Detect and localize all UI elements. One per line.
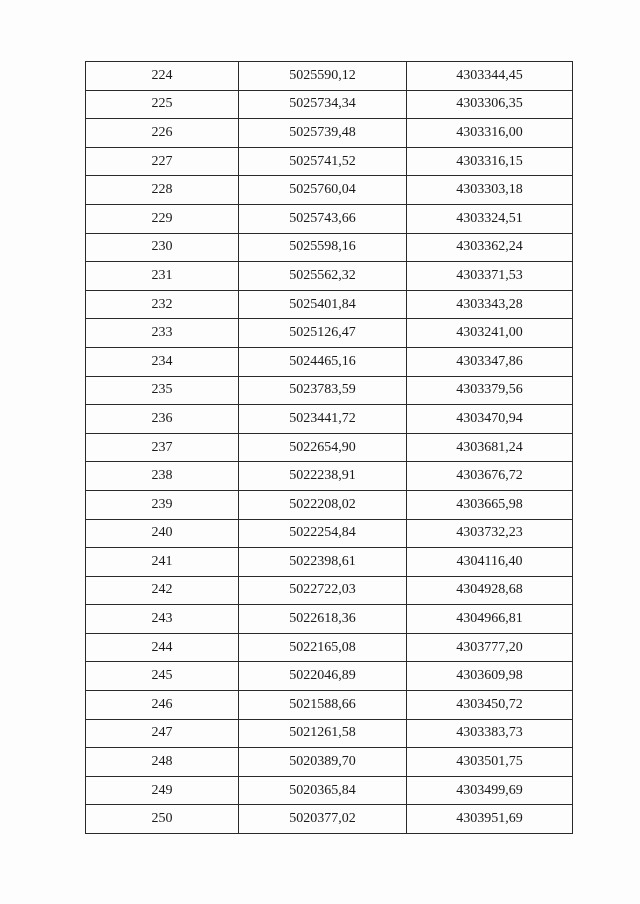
table-row <box>86 548 573 577</box>
point-number-cell: 231 <box>86 262 239 291</box>
table-row <box>86 805 573 834</box>
table-row <box>86 262 573 291</box>
x-coordinate-cell: 5025598,16 <box>239 233 407 262</box>
x-coordinate-cell: 5025743,66 <box>239 204 407 233</box>
y-coordinate-cell: 4303681,24 <box>407 433 573 462</box>
table-row <box>86 662 573 691</box>
point-number-cell: 233 <box>86 319 239 348</box>
x-coordinate-cell: 5025734,34 <box>239 90 407 119</box>
y-coordinate-cell: 4303383,73 <box>407 719 573 748</box>
x-coordinate-cell: 5025760,04 <box>239 176 407 205</box>
table-row <box>86 147 573 176</box>
y-coordinate-cell: 4303324,51 <box>407 204 573 233</box>
table-row <box>86 376 573 405</box>
table-row <box>86 62 573 91</box>
x-coordinate-cell: 5025741,52 <box>239 147 407 176</box>
table-row <box>86 576 573 605</box>
table-row <box>86 433 573 462</box>
table-row <box>86 119 573 148</box>
table-row <box>86 519 573 548</box>
x-coordinate-cell: 5022046,89 <box>239 662 407 691</box>
table-row <box>86 319 573 348</box>
point-number-cell: 228 <box>86 176 239 205</box>
table-row <box>86 633 573 662</box>
table-row <box>86 490 573 519</box>
point-number-cell: 246 <box>86 691 239 720</box>
y-coordinate-cell: 4303344,45 <box>407 62 573 91</box>
y-coordinate-cell: 4303470,94 <box>407 405 573 434</box>
y-coordinate-cell: 4304966,81 <box>407 605 573 634</box>
table-row <box>86 347 573 376</box>
y-coordinate-cell: 4303450,72 <box>407 691 573 720</box>
y-coordinate-cell: 4303665,98 <box>407 490 573 519</box>
x-coordinate-cell: 5022654,90 <box>239 433 407 462</box>
table-row <box>86 176 573 205</box>
point-number-cell: 247 <box>86 719 239 748</box>
point-number-cell: 249 <box>86 776 239 805</box>
point-number-cell: 238 <box>86 462 239 491</box>
point-number-cell: 244 <box>86 633 239 662</box>
x-coordinate-cell: 5025562,32 <box>239 262 407 291</box>
x-coordinate-cell: 5022722,03 <box>239 576 407 605</box>
point-number-cell: 224 <box>86 62 239 91</box>
y-coordinate-cell: 4303343,28 <box>407 290 573 319</box>
y-coordinate-cell: 4303609,98 <box>407 662 573 691</box>
point-number-cell: 242 <box>86 576 239 605</box>
x-coordinate-cell: 5020377,02 <box>239 805 407 834</box>
point-number-cell: 229 <box>86 204 239 233</box>
point-number-cell: 232 <box>86 290 239 319</box>
y-coordinate-cell: 4303306,35 <box>407 90 573 119</box>
table-row <box>86 204 573 233</box>
y-coordinate-cell: 4303777,20 <box>407 633 573 662</box>
x-coordinate-cell: 5022254,84 <box>239 519 407 548</box>
point-number-cell: 248 <box>86 748 239 777</box>
x-coordinate-cell: 5022208,02 <box>239 490 407 519</box>
x-coordinate-cell: 5022618,36 <box>239 605 407 634</box>
table-row <box>86 233 573 262</box>
x-coordinate-cell: 5025126,47 <box>239 319 407 348</box>
x-coordinate-cell: 5021261,58 <box>239 719 407 748</box>
point-number-cell: 225 <box>86 90 239 119</box>
point-number-cell: 243 <box>86 605 239 634</box>
y-coordinate-cell: 4303951,69 <box>407 805 573 834</box>
point-number-cell: 240 <box>86 519 239 548</box>
y-coordinate-cell: 4304928,68 <box>407 576 573 605</box>
table-row <box>86 719 573 748</box>
y-coordinate-cell: 4303499,69 <box>407 776 573 805</box>
point-number-cell: 235 <box>86 376 239 405</box>
coordinates-table <box>85 61 573 834</box>
x-coordinate-cell: 5022398,61 <box>239 548 407 577</box>
point-number-cell: 250 <box>86 805 239 834</box>
point-number-cell: 236 <box>86 405 239 434</box>
table-row <box>86 462 573 491</box>
y-coordinate-cell: 4303501,75 <box>407 748 573 777</box>
table-row <box>86 691 573 720</box>
y-coordinate-cell: 4303371,53 <box>407 262 573 291</box>
y-coordinate-cell: 4303362,24 <box>407 233 573 262</box>
point-number-cell: 227 <box>86 147 239 176</box>
coordinates-table-body <box>86 62 573 834</box>
x-coordinate-cell: 5020365,84 <box>239 776 407 805</box>
point-number-cell: 226 <box>86 119 239 148</box>
y-coordinate-cell: 4303379,56 <box>407 376 573 405</box>
y-coordinate-cell: 4303732,23 <box>407 519 573 548</box>
x-coordinate-cell: 5025401,84 <box>239 290 407 319</box>
table-row <box>86 90 573 119</box>
x-coordinate-cell: 5022238,91 <box>239 462 407 491</box>
table-row <box>86 748 573 777</box>
y-coordinate-cell: 4303241,00 <box>407 319 573 348</box>
point-number-cell: 245 <box>86 662 239 691</box>
y-coordinate-cell: 4303316,00 <box>407 119 573 148</box>
point-number-cell: 237 <box>86 433 239 462</box>
x-coordinate-cell: 5023441,72 <box>239 405 407 434</box>
table-row <box>86 605 573 634</box>
y-coordinate-cell: 4303303,18 <box>407 176 573 205</box>
x-coordinate-cell: 5020389,70 <box>239 748 407 777</box>
point-number-cell: 230 <box>86 233 239 262</box>
x-coordinate-cell: 5024465,16 <box>239 347 407 376</box>
y-coordinate-cell: 4303676,72 <box>407 462 573 491</box>
table-row <box>86 776 573 805</box>
point-number-cell: 241 <box>86 548 239 577</box>
point-number-cell: 239 <box>86 490 239 519</box>
x-coordinate-cell: 5023783,59 <box>239 376 407 405</box>
table-row <box>86 290 573 319</box>
x-coordinate-cell: 5025739,48 <box>239 119 407 148</box>
y-coordinate-cell: 4303316,15 <box>407 147 573 176</box>
x-coordinate-cell: 5025590,12 <box>239 62 407 91</box>
point-number-cell: 234 <box>86 347 239 376</box>
y-coordinate-cell: 4304116,40 <box>407 548 573 577</box>
table-row <box>86 405 573 434</box>
x-coordinate-cell: 5021588,66 <box>239 691 407 720</box>
y-coordinate-cell: 4303347,86 <box>407 347 573 376</box>
x-coordinate-cell: 5022165,08 <box>239 633 407 662</box>
